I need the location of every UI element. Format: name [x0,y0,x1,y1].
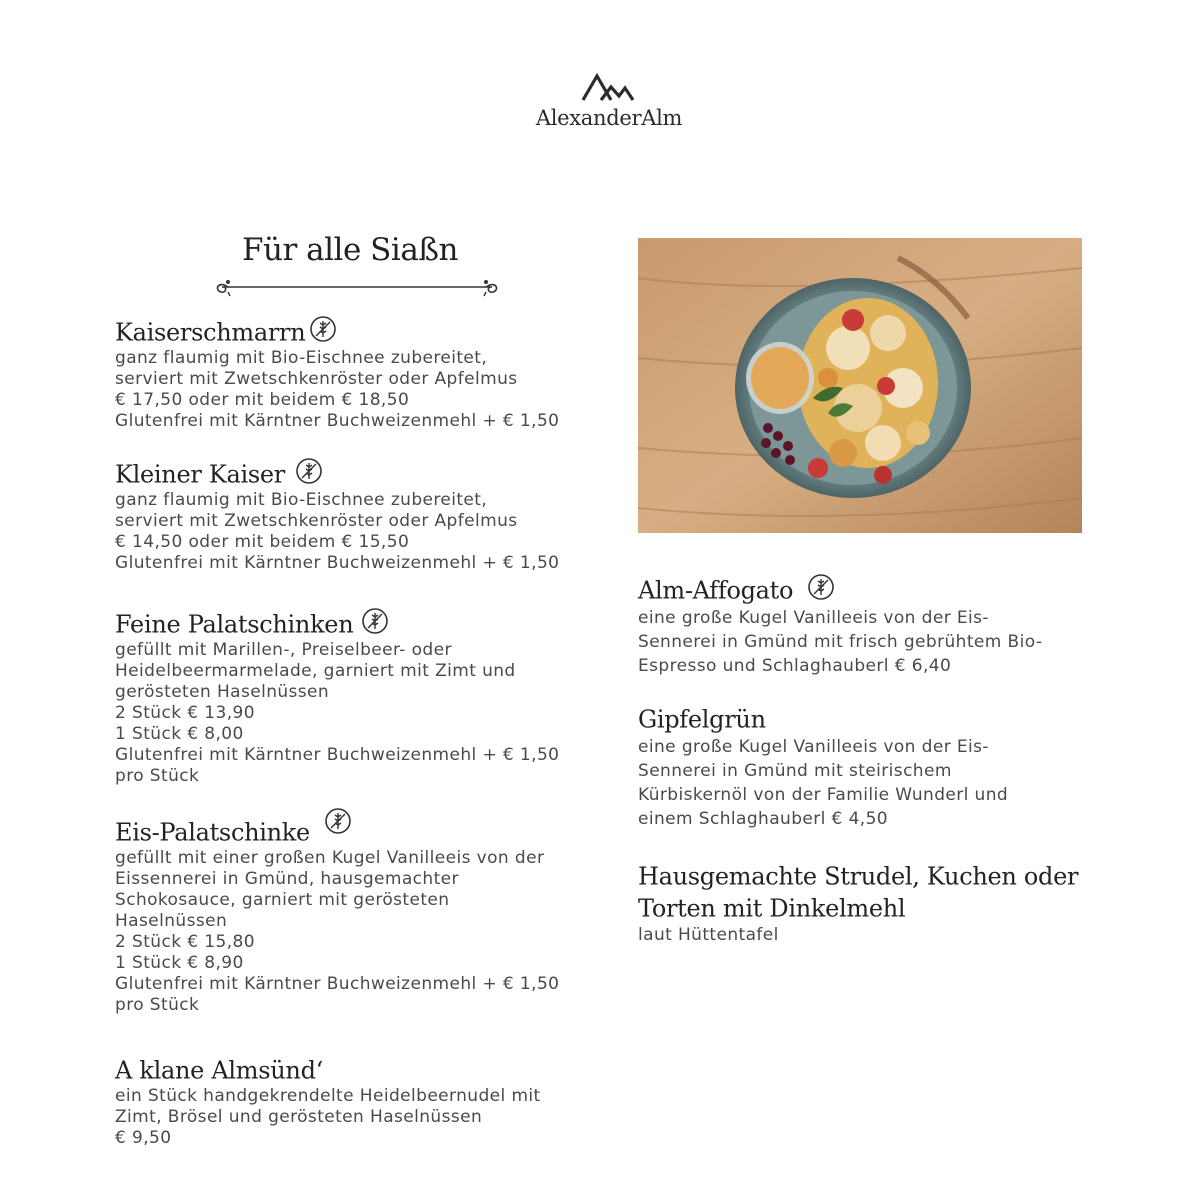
desc-line: Zimt, Brösel und gerösteten Haselnüssen [115,1106,483,1127]
menu-item-eis-palatschinke [115,816,595,1016]
item-title [638,574,1118,606]
desc-line: € 17,50 oder mit beidem € 18,50 [115,389,410,410]
desc-line: Glutenfrei mit Kärntner Buchweizenmehl + € 1,50 [115,744,560,765]
menu-item-strudel-kuchen-torten [638,860,1088,947]
desc-line: laut Hüttentafel [638,925,779,945]
gluten-free-icon [324,807,352,835]
item-name: Hausgemachte Strudel, Kuchen oder Torten mit Dinkelmehl [638,862,1079,922]
desc-line: gefüllt mit einer großen Kugel Vanilleeis von der [115,847,545,868]
item-description [115,640,595,787]
desc-line: Heidelbeermarmelade, garniert mit Zimt und [115,660,516,681]
item-title [638,703,1118,735]
desc-line: pro Stück [115,994,200,1015]
item-name: Kaiserschmarrn [115,318,306,347]
section-title: Für alle Siaßn [242,232,458,268]
kaiserschmarrn-photo [638,238,1082,533]
desc-line: Sennerei in Gmünd mit steirischem [638,760,952,781]
desc-line: serviert mit Zwetschkenröster oder Apfelmus [115,510,518,531]
item-title [638,860,1088,923]
desc-line: € 9,50 [115,1127,172,1148]
gluten-free-icon [361,607,389,635]
item-title [115,608,595,640]
item-title [115,458,595,490]
food-photo-illustration [638,238,1082,533]
brand-name: AlexanderAlm [535,106,683,130]
item-name: Gipfelgrün [638,705,766,734]
desc-line: Schokosauce, garniert mit gerösteten [115,889,450,910]
gluten-free-icon [309,315,337,343]
item-description [638,735,1118,831]
gluten-free-icon [807,573,835,601]
desc-line: ganz flaumig mit Bio-Eischnee zubereitet, [115,347,488,368]
item-name: Eis-Palatschinke [115,818,310,847]
desc-line: gefüllt mit Marillen-, Preiselbeer- oder [115,639,452,660]
desc-line: ein Stück handgekrendelte Heidelbeernudel mit [115,1085,541,1106]
desc-line: Espresso und Schlaghauberl € 6,40 [638,655,952,676]
desc-line: Kürbiskernöl von der Familie Wunderl und [638,784,1009,805]
desc-line: pro Stück [115,765,200,786]
desc-line: Sennerei in Gmünd mit frisch gebrühtem Bio- [638,631,1043,652]
mountain-logo-icon [581,72,637,102]
desc-line: 2 Stück € 13,90 [115,702,255,723]
desc-line: serviert mit Zwetschkenröster oder Apfelmus [115,368,518,389]
desc-line: einem Schlaghauberl € 4,50 [638,808,889,829]
desc-line: ganz flaumig mit Bio-Eischnee zubereitet, [115,489,488,510]
item-description [638,923,1088,947]
item-name: Kleiner Kaiser [115,460,285,489]
item-description [115,1086,595,1149]
desc-line: Glutenfrei mit Kärntner Buchweizenmehl + € 1,50 [115,410,560,431]
gluten-free-icon [295,457,323,485]
item-description [115,490,595,574]
desc-line: Glutenfrei mit Kärntner Buchweizenmehl + € 1,50 [115,973,560,994]
desc-line: 2 Stück € 15,80 [115,931,255,952]
desc-line: eine große Kugel Vanilleeis von der Eis- [638,607,989,628]
item-name: Feine Palatschinken [115,610,354,639]
brand-logo [0,72,1200,130]
desc-line: Haselnüssen [115,910,228,931]
item-name: Alm-Affogato [638,576,794,605]
desc-line: Eissennerei in Gmünd, hausgemachter [115,868,459,889]
menu-item-alm-affogato [638,574,1118,678]
item-title [115,316,595,348]
item-title [115,816,595,848]
menu-item-gipfelgruen [638,703,1118,831]
item-description [115,848,595,1016]
menu-item-feine-palatschinken [115,608,595,787]
desc-line: 1 Stück € 8,00 [115,723,244,744]
desc-line: gerösteten Haselnüssen [115,681,330,702]
menu-item-kleiner-kaiser [115,458,595,574]
menu-item-almsuend [115,1054,595,1149]
item-title [115,1054,595,1086]
item-description [115,348,595,432]
desc-line: 1 Stück € 8,90 [115,952,244,973]
item-description [638,606,1118,678]
menu-item-kaiserschmarrn [115,316,595,432]
desc-line: Glutenfrei mit Kärntner Buchweizenmehl + € 1,50 [115,552,560,573]
desc-line: € 14,50 oder mit beidem € 15,50 [115,531,410,552]
item-name: A klane Almsünd‘ [115,1056,323,1085]
ornamental-divider-icon [212,276,502,298]
desc-line: eine große Kugel Vanilleeis von der Eis- [638,736,989,757]
